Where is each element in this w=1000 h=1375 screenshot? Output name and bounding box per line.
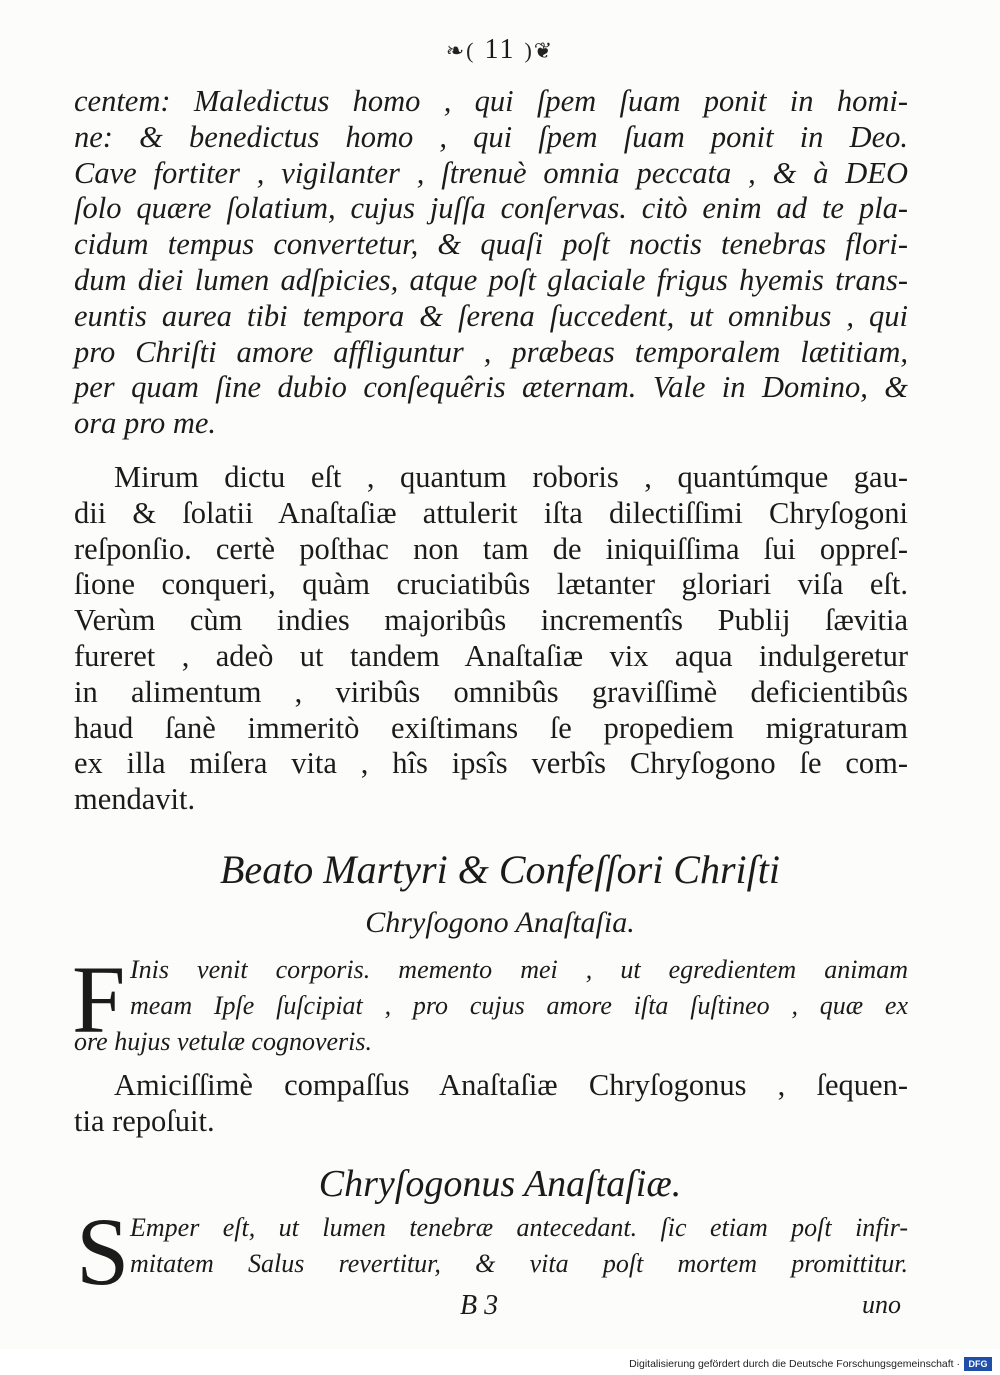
text-line: Verùm cùm indies majoribûs incrementîs Publij ſævitia: [74, 603, 908, 638]
text-line: haud ſanè immeritò exiſtimans ſe propediem migraturam: [74, 710, 908, 745]
text-line: reſponſio. certè poſthac non tam de iniquiſſima ſui oppreſ-: [74, 531, 908, 566]
text-line: Cave fortiter , vigilanter , ſtrenuè omnia peccata , & à DEO: [74, 155, 908, 190]
text-line: ex illa miſera vita , hîs ipsîs verbîs Chryſogono ſe com-: [74, 746, 908, 781]
text-line: Amiciſſimè compaſſus Anaſtaſiæ Chryſogonus , ſequen-: [114, 1068, 908, 1102]
page-number: 11: [484, 34, 516, 65]
text-line: mendavit.: [74, 782, 196, 817]
text-line: mitatem Salus revertitur, & vita poſt mortem promittitur.: [130, 1248, 908, 1278]
text-line: Emper eſt, ut lumen tenebræ antecedant. ſic etiam poſt infir-: [130, 1213, 908, 1242]
text-line: dii & ſolatii Anaſtaſiæ attulerit iſta dilectiſſimi Chryſogoni: [74, 495, 908, 530]
reply-intro: [74, 1068, 908, 1140]
text-line: cidum tempus convertetur, & quaſi poſt noctis tenebras flori-: [74, 227, 908, 262]
text-line: in alimentum , viribûs omnibûs graviſſimè deficientibûs: [74, 674, 908, 709]
narrative-paragraph: [74, 460, 908, 818]
text-line: ſione conqueri, quàm cruciatibûs lætanter gloriari viſa eſt.: [74, 567, 908, 602]
text-line: ſolo quære ſolatium, cujus juſſa conſervas. citò enim ad te pla-: [74, 191, 908, 226]
text-line: pro Chriſti amore affliguntur , præbeas temporalem lætitiam,: [74, 334, 908, 369]
text-line: euntis aurea tibi tempora & ſerena ſuccedent, ut omnibus , qui: [74, 298, 908, 333]
text-line: ore hujus vetulæ cognoveris.: [74, 1027, 372, 1056]
letter-heading-sub: Chryſogono Anaſtaſia.: [365, 906, 635, 939]
text-line: Inis venit corporis. memento mei , ut egredientem animam: [130, 955, 908, 984]
drop-cap: S: [76, 1198, 130, 1305]
text-line: ora pro me.: [74, 406, 217, 441]
funding-notice: Digitalisierung gefördert durch die Deutsche Forschungsgemeinschaft ·: [629, 1358, 960, 1370]
text-line: ne: & benedictus homo , qui ſpem ſuam ponit in Deo.: [74, 119, 908, 154]
text-line: fureret , adeò ut tandem Anaſtaſiæ vix aqua indulgeretur: [74, 638, 908, 673]
digitization-footer: [0, 1349, 1000, 1375]
text-line: per quam ſine dubio conſequêris æternam. Vale in Domino, &: [74, 370, 908, 405]
text-line: Mirum dictu eſt , quantum roboris , quantúmque gau-: [114, 460, 908, 494]
letter-heading: Beato Martyri & Confeſſori Chriſti: [220, 847, 780, 892]
reply-heading: Chryſogonus Anaſtaſiæ.: [318, 1163, 682, 1205]
letter-body: [130, 952, 908, 1024]
dfg-logo: DFG: [964, 1357, 992, 1371]
text-line: centem: Maledictus homo , qui ſpem ſuam ponit in homi-: [74, 84, 908, 118]
signature-mark: B 3: [460, 1290, 499, 1321]
letter-continuation: [74, 84, 908, 442]
text-line: dum diei lumen adſpicies, atque poſt glaciale frigus hyemis trans-: [74, 262, 908, 297]
catchword: uno: [862, 1290, 901, 1319]
reply-body: [130, 1210, 908, 1282]
text-line: tia repoſuit.: [74, 1103, 215, 1138]
ornament-right: )❦: [524, 38, 555, 63]
ornament-left: ❧(: [445, 38, 476, 63]
drop-cap: F: [72, 946, 126, 1053]
page-header: [0, 34, 1000, 66]
letter-body-cont: [74, 1024, 908, 1060]
text-line: meam Ipſe ſuſcipiat , pro cujus amore iſta ſuſtineo , quæ ex: [130, 990, 908, 1020]
